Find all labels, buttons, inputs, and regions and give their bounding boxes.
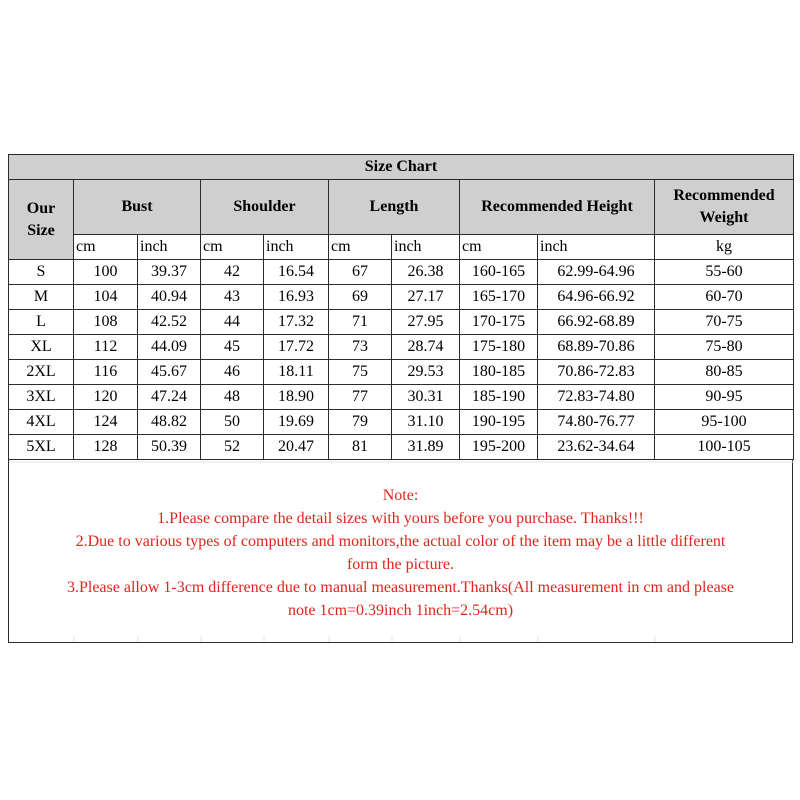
unit-length-cm: cm — [329, 235, 392, 260]
table-cell: 165-170 — [460, 285, 538, 310]
note-heading: Note: — [382, 487, 419, 504]
table-cell: 30.31 — [392, 385, 460, 410]
table-cell: 175-180 — [460, 335, 538, 360]
unit-bust-inch: inch — [138, 235, 201, 260]
table-cell: 27.17 — [392, 285, 460, 310]
table-row — [9, 335, 794, 360]
table-cell: 170-175 — [460, 310, 538, 335]
table-cell: 79 — [329, 410, 392, 435]
size-label-cell: XL — [9, 335, 74, 360]
table-row — [9, 435, 794, 460]
table-cell: 43 — [201, 285, 264, 310]
table-cell: 20.47 — [264, 435, 329, 460]
table-cell: 44 — [201, 310, 264, 335]
table-cell: 42 — [201, 260, 264, 285]
table-cell: 190-195 — [460, 410, 538, 435]
size-label-cell: 4XL — [9, 410, 74, 435]
unit-shoulder-inch: inch — [264, 235, 329, 260]
unit-height-cm: cm — [460, 235, 538, 260]
size-label-cell: 3XL — [9, 385, 74, 410]
header-height: Recommended Height — [460, 180, 655, 235]
table-cell: 26.38 — [392, 260, 460, 285]
table-cell: 124 — [74, 410, 138, 435]
table-cell: 29.53 — [392, 360, 460, 385]
table-cell: 90-95 — [655, 385, 794, 410]
table-cell: 42.52 — [138, 310, 201, 335]
table-cell: 19.69 — [264, 410, 329, 435]
header-length: Length — [329, 180, 460, 235]
header-bust: Bust — [74, 180, 201, 235]
notes-box — [8, 460, 793, 643]
table-row — [9, 260, 794, 285]
table-cell: 75-80 — [655, 335, 794, 360]
table-cell: 100-105 — [655, 435, 794, 460]
table-cell: 104 — [74, 285, 138, 310]
size-rows — [9, 260, 794, 460]
unit-height-inch: inch — [538, 235, 655, 260]
table-cell: 81 — [329, 435, 392, 460]
table-cell: 74.80-76.77 — [538, 410, 655, 435]
table-cell: 180-185 — [460, 360, 538, 385]
table-cell: 185-190 — [460, 385, 538, 410]
table-cell: 39.37 — [138, 260, 201, 285]
table-cell: 18.11 — [264, 360, 329, 385]
table-cell: 23.62-34.64 — [538, 435, 655, 460]
unit-bust-cm: cm — [74, 235, 138, 260]
table-cell: 108 — [74, 310, 138, 335]
table-cell: 28.74 — [392, 335, 460, 360]
table-cell: 44.09 — [138, 335, 201, 360]
table-cell: 116 — [74, 360, 138, 385]
table-cell: 18.90 — [264, 385, 329, 410]
table-cell: 112 — [74, 335, 138, 360]
chart-title: Size Chart — [9, 155, 794, 180]
table-cell: 64.96-66.92 — [538, 285, 655, 310]
size-chart-table — [8, 154, 794, 460]
note-line-2b: form the picture. — [346, 556, 455, 573]
table-row — [9, 410, 794, 435]
table-cell: 75 — [329, 360, 392, 385]
size-label-cell: L — [9, 310, 74, 335]
unit-weight-kg: kg — [655, 235, 794, 260]
table-cell: 16.54 — [264, 260, 329, 285]
unit-shoulder-cm: cm — [201, 235, 264, 260]
table-cell: 17.72 — [264, 335, 329, 360]
note-line-2a: 2.Due to various types of computers and monitors,the actual color of the item may be a little different — [75, 533, 726, 550]
note-line-3b: note 1cm=0.39inch 1inch=2.54cm) — [287, 602, 514, 619]
table-row — [9, 285, 794, 310]
table-cell: 73 — [329, 335, 392, 360]
size-label-cell: S — [9, 260, 74, 285]
table-cell: 48 — [201, 385, 264, 410]
table-cell: 27.95 — [392, 310, 460, 335]
table-row — [9, 360, 794, 385]
size-label-cell: M — [9, 285, 74, 310]
note-line-1: 1.Please compare the detail sizes with yours before you purchase. Thanks!!! — [157, 510, 644, 527]
table-cell: 45 — [201, 335, 264, 360]
table-cell: 71 — [329, 310, 392, 335]
table-cell: 195-200 — [460, 435, 538, 460]
table-cell: 62.99-64.96 — [538, 260, 655, 285]
table-row — [9, 310, 794, 335]
table-cell: 60-70 — [655, 285, 794, 310]
table-cell: 47.24 — [138, 385, 201, 410]
header-row — [9, 180, 794, 235]
table-cell: 40.94 — [138, 285, 201, 310]
table-cell: 45.67 — [138, 360, 201, 385]
table-cell: 95-100 — [655, 410, 794, 435]
table-cell: 17.32 — [264, 310, 329, 335]
unit-length-inch: inch — [392, 235, 460, 260]
header-size: Our Size — [9, 180, 74, 260]
size-chart-sheet — [8, 154, 793, 643]
table-cell: 16.93 — [264, 285, 329, 310]
unit-row — [9, 235, 794, 260]
table-cell: 46 — [201, 360, 264, 385]
note-line-3a: 3.Please allow 1-3cm difference due to manual measurement.Thanks(All measurement in cm and please — [66, 579, 735, 596]
table-cell: 31.10 — [392, 410, 460, 435]
table-cell: 50.39 — [138, 435, 201, 460]
table-cell: 160-165 — [460, 260, 538, 285]
table-cell: 120 — [74, 385, 138, 410]
size-label-cell: 2XL — [9, 360, 74, 385]
title-row — [9, 155, 794, 180]
table-cell: 70-75 — [655, 310, 794, 335]
table-cell: 31.89 — [392, 435, 460, 460]
table-cell: 52 — [201, 435, 264, 460]
table-cell: 69 — [329, 285, 392, 310]
table-cell: 50 — [201, 410, 264, 435]
table-cell: 80-85 — [655, 360, 794, 385]
table-cell: 128 — [74, 435, 138, 460]
header-shoulder: Shoulder — [201, 180, 329, 235]
table-cell: 55-60 — [655, 260, 794, 285]
table-cell: 66.92-68.89 — [538, 310, 655, 335]
header-weight: Recommended Weight — [655, 180, 794, 235]
table-cell: 68.89-70.86 — [538, 335, 655, 360]
table-cell: 67 — [329, 260, 392, 285]
table-cell: 48.82 — [138, 410, 201, 435]
table-cell: 72.83-74.80 — [538, 385, 655, 410]
table-cell: 70.86-72.83 — [538, 360, 655, 385]
table-cell: 77 — [329, 385, 392, 410]
table-cell: 100 — [74, 260, 138, 285]
table-row — [9, 385, 794, 410]
size-label-cell: 5XL — [9, 435, 74, 460]
